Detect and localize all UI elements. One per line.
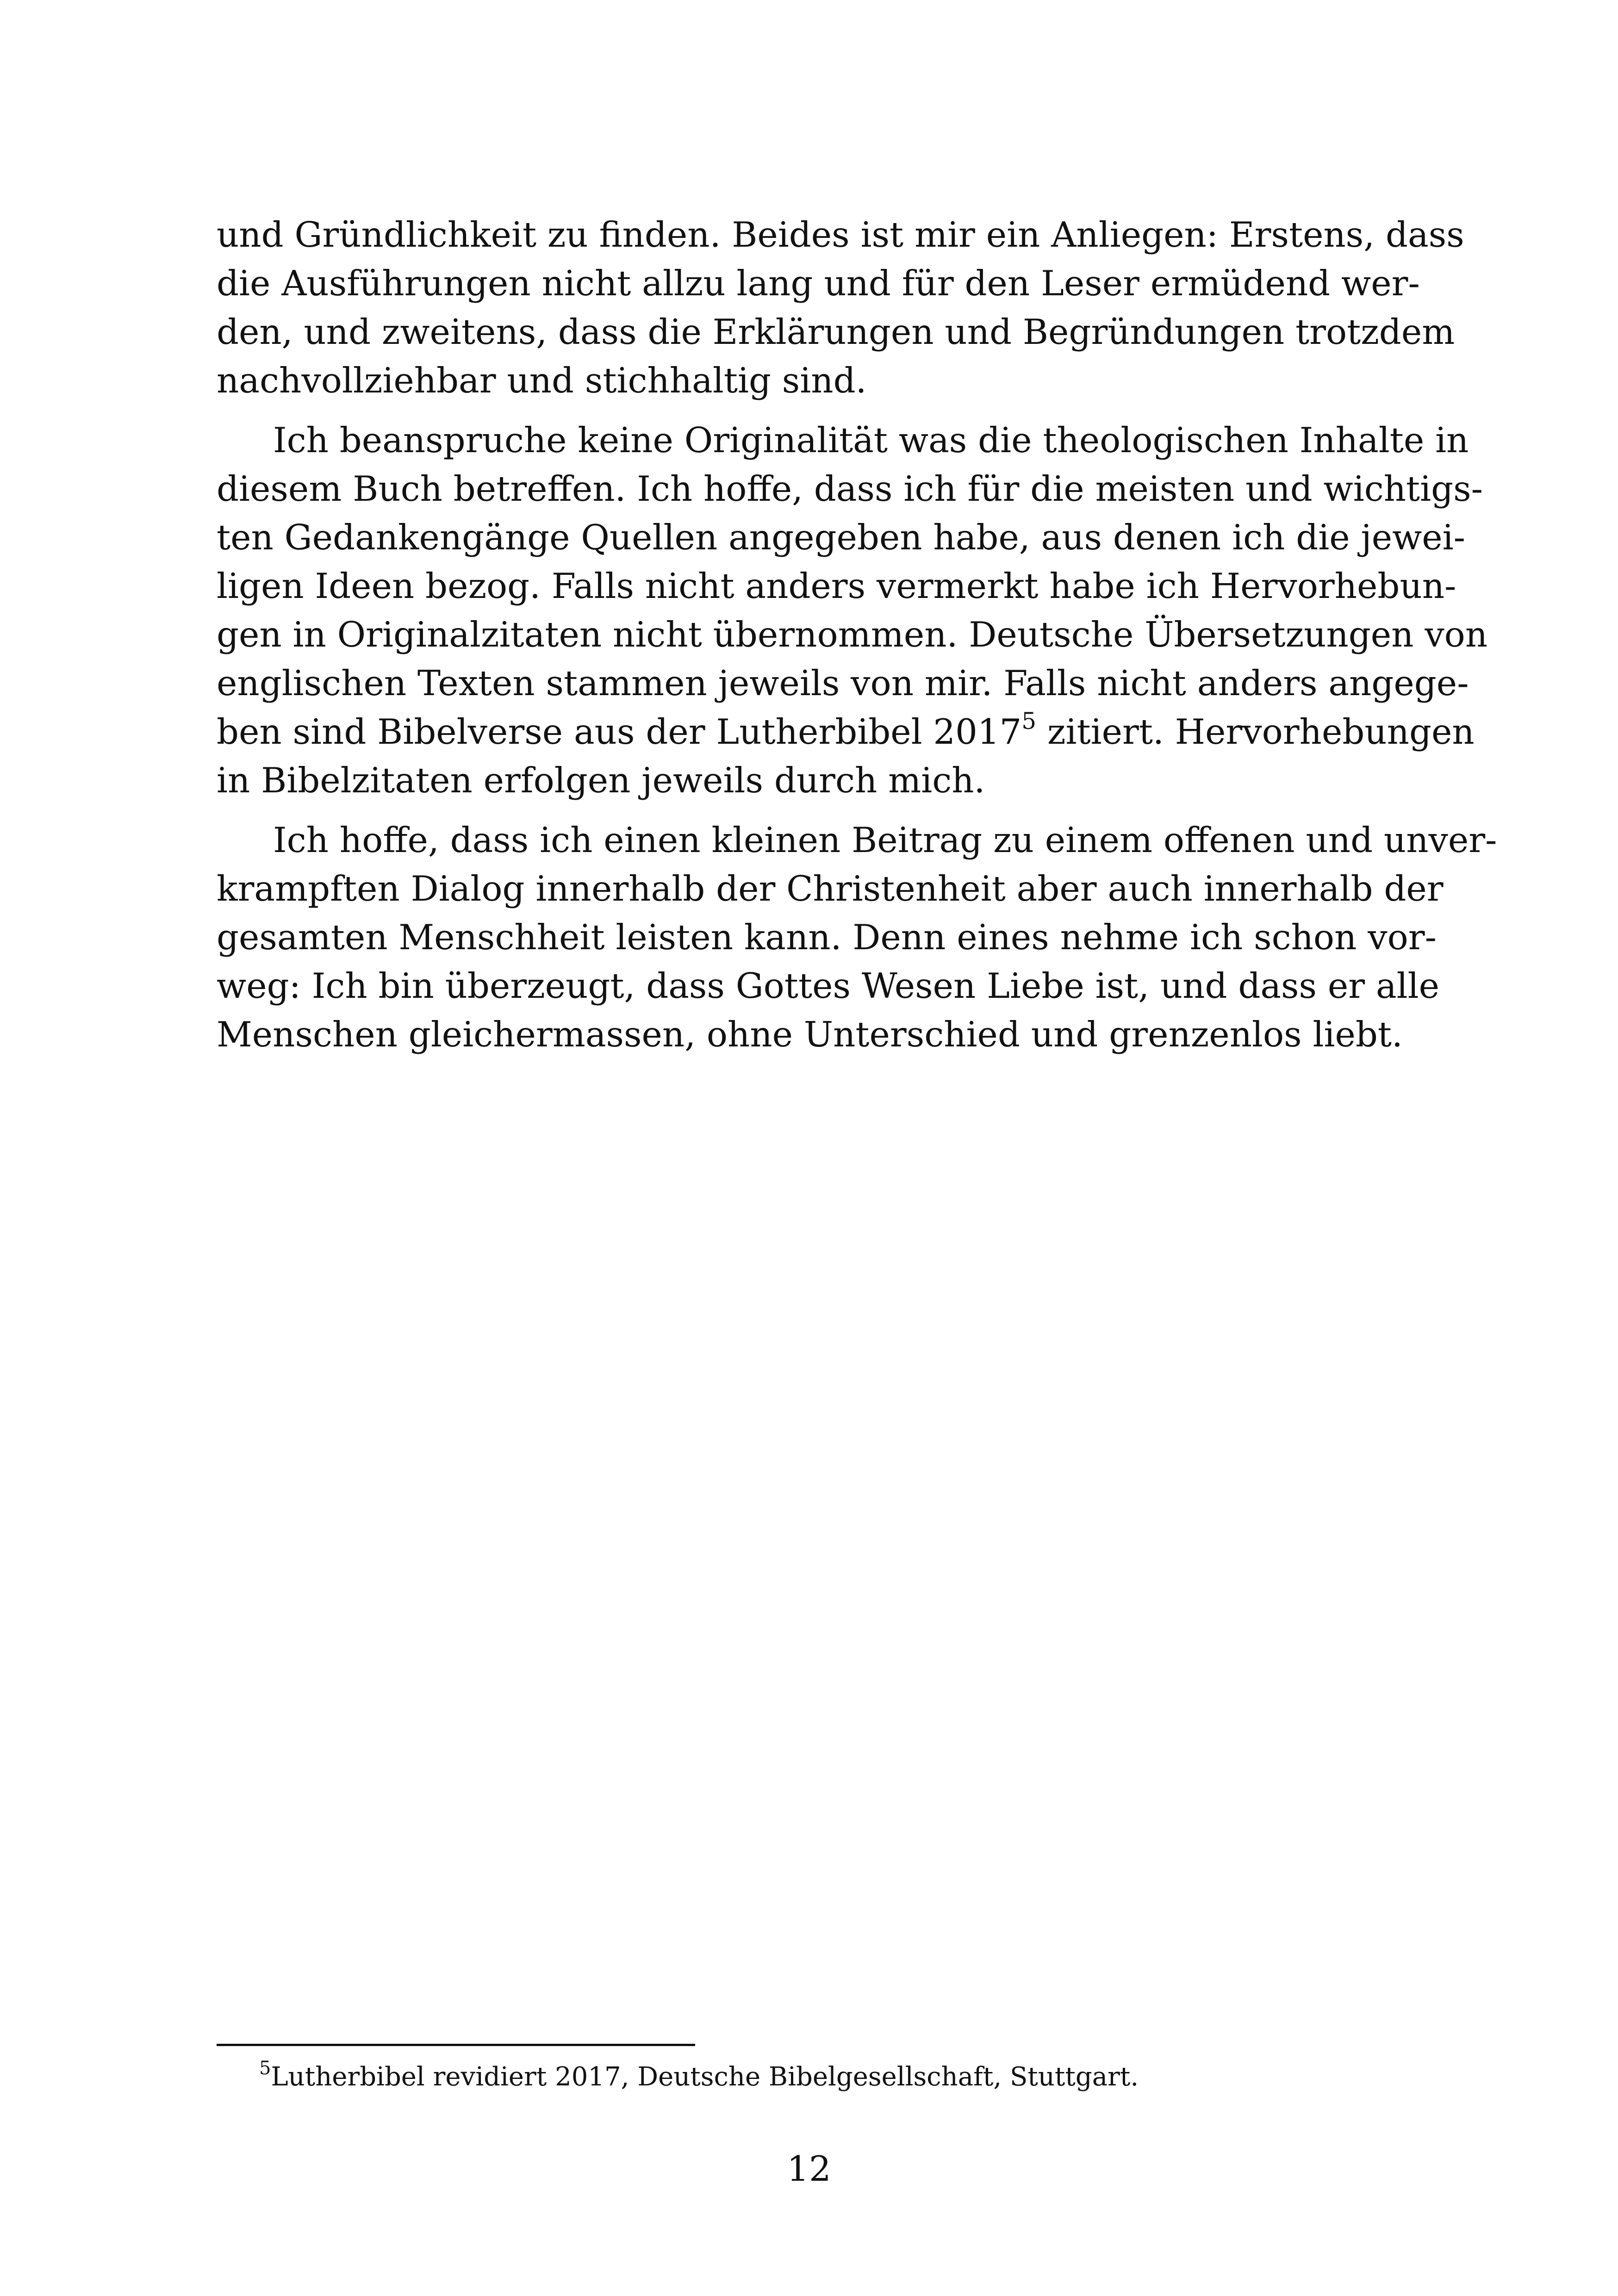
paragraph-2-line-7	[217, 708, 1475, 756]
paragraph-2-line-7-after: zitiert. Hervorhebungen	[1036, 711, 1475, 752]
footnote-reference[interactable]: 5	[1021, 708, 1037, 734]
paragraph-2-line-3: ten Gedankengänge Quellen angegeben habe, aus denen ich die jewei-	[217, 517, 1465, 558]
paragraph-1-line-2: die Ausführungen nicht allzu lang und für den Leser ermüdend wer-	[217, 263, 1420, 304]
paragraph-3-line-4: weg: Ich bin überzeugt, dass Gottes Wesen Liebe ist, und dass er alle	[217, 965, 1440, 1006]
paragraph-1-line-4: nachvollziehbar und stichhaltig sind.	[217, 360, 867, 401]
paragraph-2-line-4: ligen Ideen bezog. Falls nicht anders vermerkt habe ich Hervorhebun-	[217, 566, 1456, 606]
paragraph-gap	[217, 805, 1405, 816]
paragraph-2-line-2: diesem Buch betreffen. Ich hoffe, dass ich für die meisten und wichtigs-	[217, 468, 1483, 509]
page-number: 12	[787, 2148, 831, 2189]
footnote-divider	[217, 2044, 695, 2046]
footnote-marker: 5	[259, 2058, 271, 2079]
paragraph-2-line-1: Ich beanspruche keine Originalität was die theologischen Inhalte in	[273, 420, 1469, 460]
paragraph-3-line-1: Ich hoffe, dass ich einen kleinen Beitrag zu einem offenen und unver-	[273, 820, 1497, 860]
body-text	[217, 211, 1497, 1059]
paragraph-3-line-3: gesamten Menschheit leisten kann. Denn eines nehme ich schon vor-	[217, 917, 1437, 958]
footnote-text: Lutherbibel revidiert 2017, Deutsche Bibelgesellschaft, Stuttgart.	[271, 2062, 1139, 2092]
paragraph-gap	[217, 405, 1405, 416]
paragraph-2-line-7-before: ben sind Bibelverse aus der Lutherbibel 2017	[217, 711, 1022, 752]
paragraph-3-line-2: krampften Dialog innerhalb der Christenheit aber auch innerhalb der	[217, 868, 1444, 909]
paragraph-1-line-3: den, und zweitens, dass die Erklärungen und Begründungen trotzdem	[217, 311, 1455, 352]
paragraph-2-line-5: gen in Originalzitaten nicht übernommen. Deutsche Übersetzungen von	[217, 614, 1488, 655]
paragraph-1-line-1: und Gründlichkeit zu finden. Beides ist mir ein Anliegen: Erstens, dass	[217, 214, 1464, 255]
paragraph-2-line-8: in Bibelzitaten erfolgen jeweils durch mich.	[217, 760, 985, 801]
footnote	[259, 2059, 1139, 2096]
paragraph-2-line-6: englischen Texten stammen jeweils von mir. Falls nicht anders angege-	[217, 663, 1469, 703]
paragraph-3-line-5: Menschen gleichermassen, ohne Unterschied und grenzenlos liebt.	[217, 1014, 1403, 1055]
